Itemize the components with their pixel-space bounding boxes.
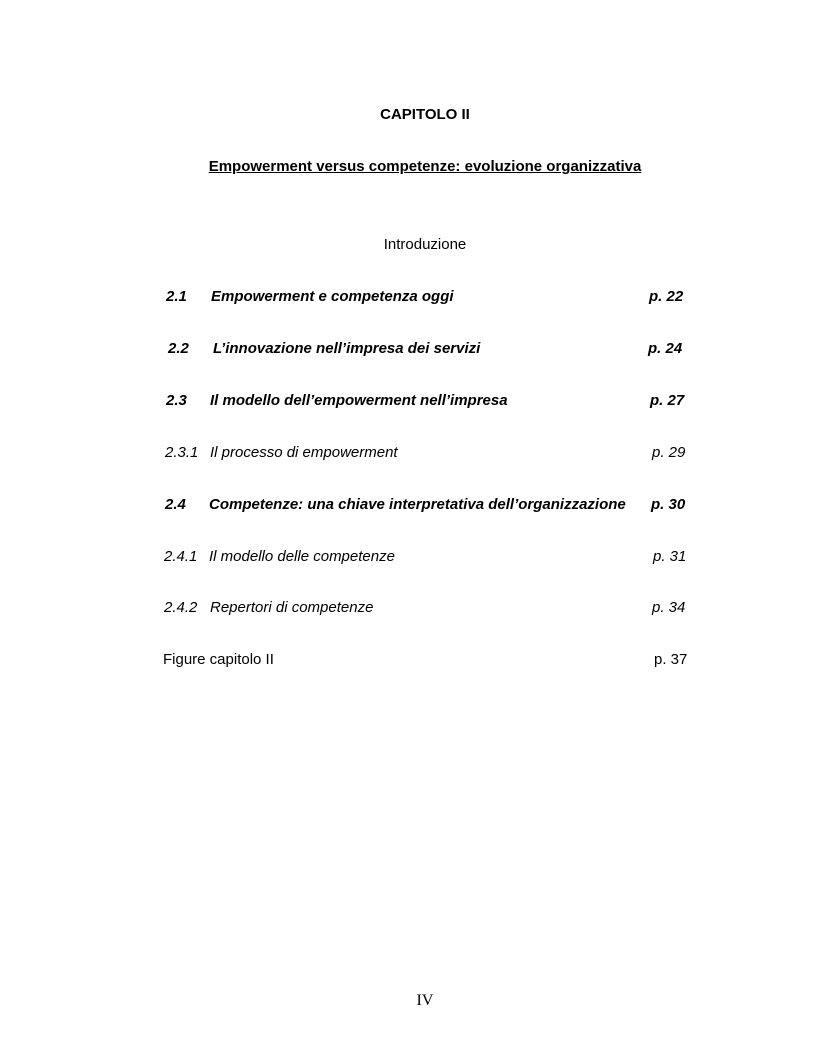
toc-entry: [0, 496, 816, 516]
toc-entry-page: p. 34: [652, 599, 686, 616]
toc-entry-title: Il modello delle competenze: [209, 548, 395, 565]
toc-entry-page: p. 24: [648, 340, 683, 357]
toc-entry-title: Empowerment e competenza oggi: [211, 288, 454, 305]
toc-entry-page: p. 31: [653, 548, 687, 565]
page-number: IV: [416, 992, 434, 1009]
toc-figures-page: p. 37: [654, 651, 688, 668]
toc-entry-number: 2.4: [165, 496, 186, 513]
toc-entry: [0, 392, 816, 412]
toc-entry-page: p. 29: [652, 444, 686, 461]
toc-figures-title: Figure capitolo II: [163, 651, 274, 668]
chapter-title: CAPITOLO II: [380, 106, 470, 123]
toc-entry-number: 2.4.1: [164, 548, 198, 565]
toc-entry-number: 2.3: [166, 392, 187, 409]
toc-entry: [0, 288, 816, 308]
toc-entry-number: 2.2: [168, 340, 189, 357]
toc-entry-page: p. 30: [651, 496, 686, 513]
chapter-subtitle: Empowerment versus competenze: evoluzione organizzativa: [208, 158, 642, 175]
toc-entry-title: Competenze: una chiave interpretativa dell’organizzazione: [209, 496, 626, 513]
toc-entry-title: Il processo di empowerment: [210, 444, 398, 461]
toc-entry: [0, 599, 816, 619]
toc-entry-title: L’innovazione nell’impresa dei servizi: [213, 340, 481, 357]
toc-entry: [0, 444, 816, 464]
toc-entry-title: Repertori di competenze: [210, 599, 374, 616]
toc-entry-number: 2.4.2: [164, 599, 198, 616]
toc-entry-title: Il modello dell’empowerment nell’impresa: [210, 392, 508, 409]
toc-entry-page: p. 27: [650, 392, 685, 409]
toc-entry-page: p. 22: [649, 288, 684, 305]
toc-entry-number: 2.3.1: [165, 444, 199, 461]
toc-entry: [0, 340, 816, 360]
toc-entry-number: 2.1: [166, 288, 187, 305]
toc-figures-entry: [0, 651, 816, 671]
toc-introduction: Introduzione: [383, 236, 467, 253]
toc-entry: [0, 548, 816, 568]
